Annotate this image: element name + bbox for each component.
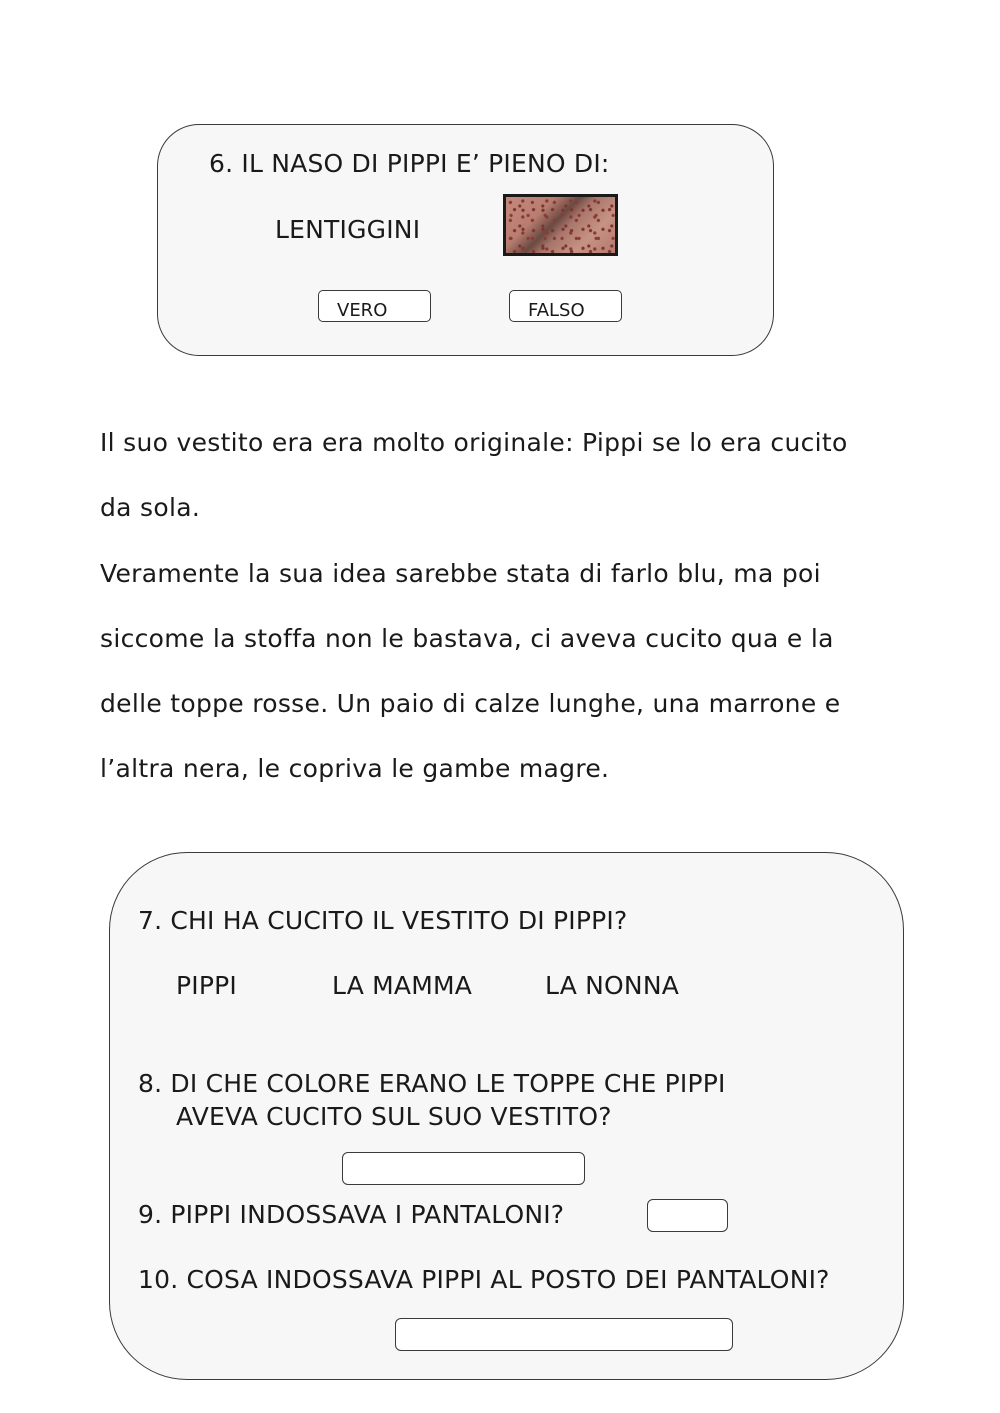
- passage-line: delle toppe rosse. Un paio di calze lunghe, una marrone e: [100, 689, 841, 718]
- question-9-answer-input[interactable]: [647, 1199, 728, 1232]
- passage-line: siccome la stoffa non le bastava, ci aveva cucito qua e la: [100, 624, 834, 653]
- question-9-title: 9. PIPPI INDOSSAVA I PANTALONI?: [138, 1200, 565, 1229]
- false-button[interactable]: FALSO: [509, 290, 622, 322]
- true-button[interactable]: VERO: [318, 290, 431, 322]
- question-7-title: 7. CHI HA CUCITO IL VESTITO DI PIPPI?: [138, 906, 628, 935]
- option-pippi[interactable]: PIPPI: [176, 971, 237, 1000]
- question-8-answer-input[interactable]: [342, 1152, 585, 1185]
- passage-line: Il suo vestito era era molto originale: Pippi se lo era cucito: [100, 428, 848, 457]
- question-6-answer-word: LENTIGGINI: [275, 215, 421, 244]
- freckles-image: [503, 194, 618, 256]
- question-8-title-line-1: 8. DI CHE COLORE ERANO LE TOPPE CHE PIPPI: [138, 1069, 726, 1098]
- option-la-nonna[interactable]: LA NONNA: [545, 971, 680, 1000]
- question-8-title-line-2: AVEVA CUCITO SUL SUO VESTITO?: [176, 1102, 612, 1131]
- question-6-title: 6. IL NASO DI PIPPI E’ PIENO DI:: [209, 149, 610, 178]
- passage-line: da sola.: [100, 493, 201, 522]
- passage-line: Veramente la sua idea sarebbe stata di farlo blu, ma poi: [100, 559, 821, 588]
- question-10-title: 10. COSA INDOSSAVA PIPPI AL POSTO DEI PANTALONI?: [138, 1265, 830, 1294]
- option-la-mamma[interactable]: LA MAMMA: [332, 971, 473, 1000]
- passage-line: l’altra nera, le copriva le gambe magre.: [100, 754, 610, 783]
- question-10-answer-input[interactable]: [395, 1318, 733, 1351]
